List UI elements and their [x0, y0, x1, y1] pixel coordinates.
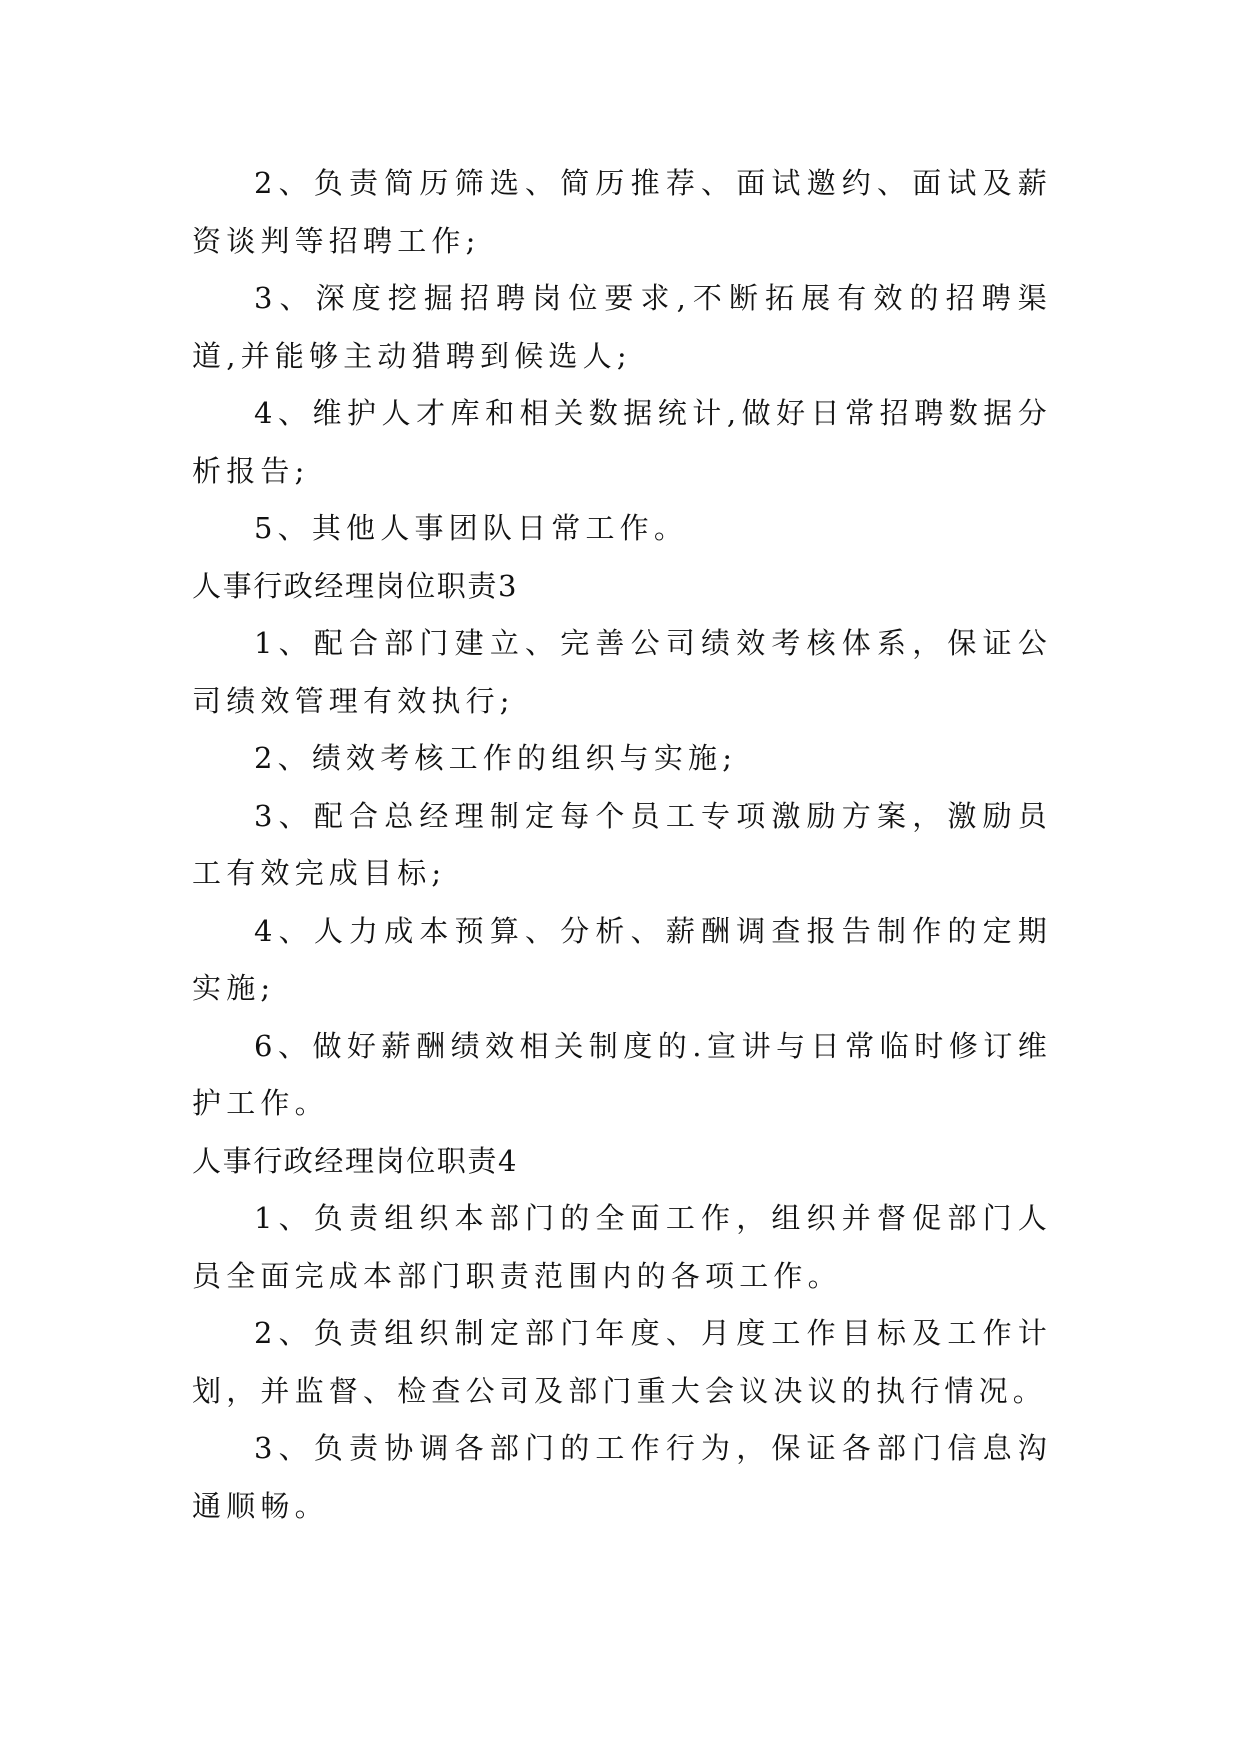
duty-item: 4、维护人才库和相关数据统计,做好日常招聘数据分析报告; — [192, 396, 1052, 488]
duty-item: 2、负责组织制定部门年度、月度工作目标及工作计划，并监督、检查公司及部门重大会议决议的执行情况。 — [192, 1316, 1052, 1408]
duty-item: 5、其他人事团队日常工作。 — [254, 511, 689, 545]
duty-item: 1、负责组织本部门的全面工作，组织并督促部门人员全面完成本部门职责范围内的各项工作。 — [192, 1201, 1052, 1293]
duty-item: 2、负责简历筛选、简历推荐、面试邀约、面试及薪资谈判等招聘工作; — [192, 166, 1052, 258]
duty-item: 4、人力成本预算、分析、薪酬调查报告制作的定期实施; — [192, 913, 1052, 1005]
duty-item: 3、配合总经理制定每个员工专项激励方案，激励员工有效完成目标; — [192, 798, 1052, 890]
duty-item: 3、负责协调各部门的工作行为，保证各部门信息沟通顺畅。 — [192, 1431, 1052, 1523]
section-heading: 人事行政经理岗位职责3 — [192, 568, 519, 603]
duty-item: 1、配合部门建立、完善公司绩效考核体系，保证公司绩效管理有效执行; — [192, 626, 1052, 718]
section-heading: 人事行政经理岗位职责4 — [192, 1143, 519, 1178]
document-body — [192, 155, 1052, 1535]
duty-item: 6、做好薪酬绩效相关制度的.宣讲与日常临时修订维护工作。 — [192, 1028, 1052, 1120]
duty-item: 2、绩效考核工作的组织与实施; — [254, 741, 738, 775]
duty-item: 3、深度挖掘招聘岗位要求,不断拓展有效的招聘渠道,并能够主动猎聘到候选人; — [192, 281, 1052, 373]
